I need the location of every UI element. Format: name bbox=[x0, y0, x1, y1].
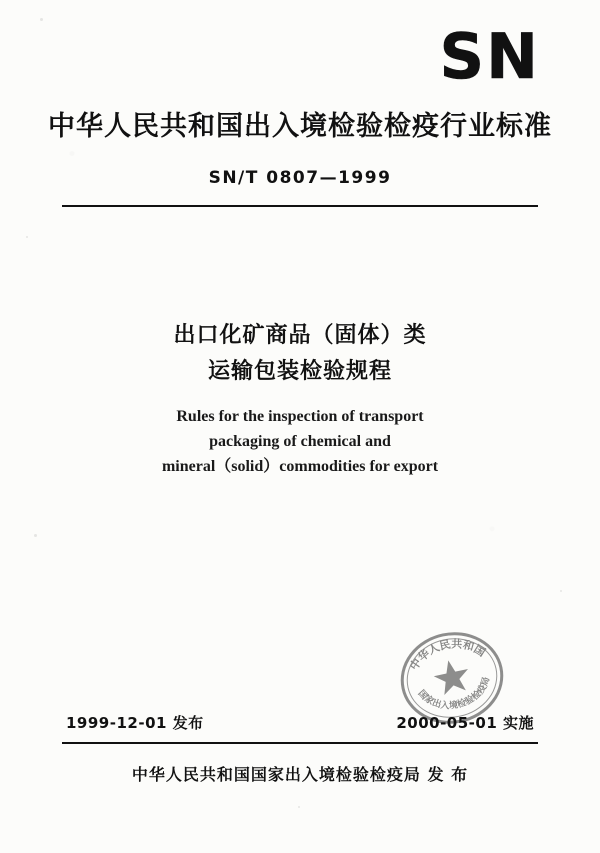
issue-date: 1999-12-01 发布 bbox=[66, 714, 204, 732]
paper-speck bbox=[298, 806, 300, 808]
document-title-cn-line-1: 出口化矿商品（固体）类 bbox=[173, 323, 427, 348]
svg-text:国家出入境检验检疫局: 国家出入境检验检疫局 bbox=[415, 675, 493, 712]
svg-text:中华人民共和国: 中华人民共和国 bbox=[407, 637, 488, 673]
paper-speck bbox=[560, 590, 562, 592]
paper-speck bbox=[34, 534, 37, 537]
standard-organization-title: 中华人民共和国出入境检验检疫行业标准 bbox=[48, 111, 552, 142]
document-title-english bbox=[0, 404, 600, 479]
header-divider bbox=[62, 205, 538, 207]
footer-divider bbox=[62, 742, 538, 744]
document-title-en-line-3: mineral（solid）commodities for export bbox=[161, 458, 439, 475]
standard-number: SN/T 0807—1999 bbox=[208, 168, 392, 188]
document-title-cn-line-2: 运输包装检验规程 bbox=[207, 359, 392, 384]
paper-speck bbox=[40, 18, 43, 21]
paper-speck bbox=[26, 236, 28, 238]
document-title-en-line-2: packaging of chemical and bbox=[209, 433, 391, 450]
publisher-line: 中华人民共和国国家出入境检验检疫局 发 布 bbox=[131, 765, 469, 784]
sn-logo: SN bbox=[439, 20, 540, 93]
document-title-en-line-1: Rules for the inspection of transport bbox=[176, 408, 424, 425]
effective-date: 2000-05-01 实施 bbox=[396, 714, 534, 732]
document-title-chinese bbox=[0, 318, 600, 390]
